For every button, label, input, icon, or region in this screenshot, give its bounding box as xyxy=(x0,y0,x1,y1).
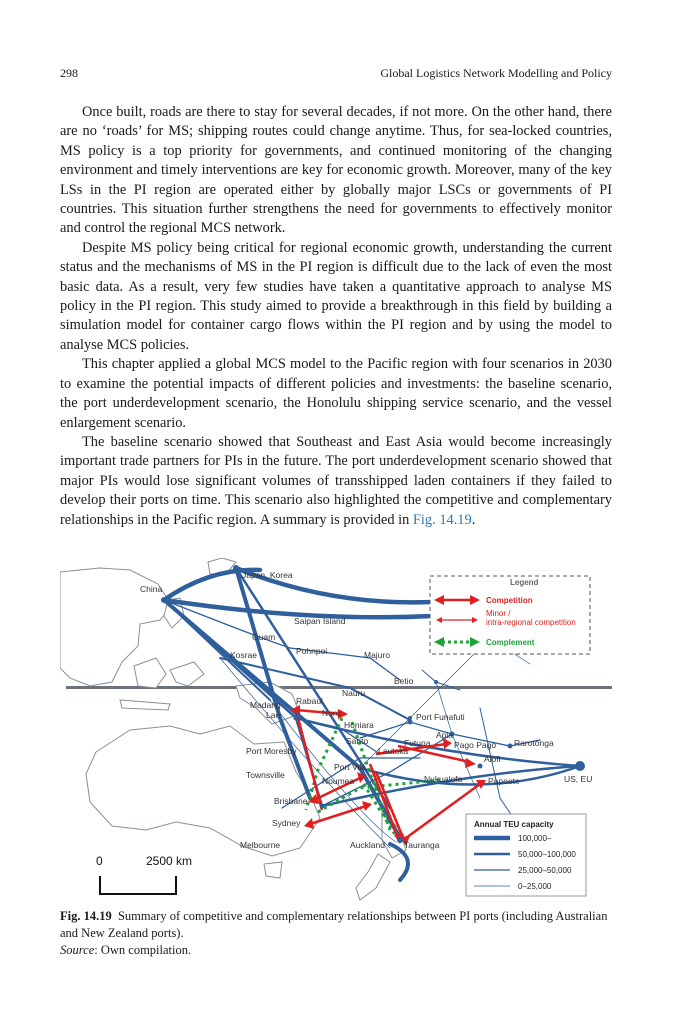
label-tauranga: Tauranga xyxy=(404,840,440,850)
indonesia-landmass xyxy=(170,662,204,686)
legend-title: Legend xyxy=(510,578,539,587)
scale-line xyxy=(100,876,176,894)
port-marker xyxy=(320,804,325,809)
capacity-label-25k: 25,000–50,000 xyxy=(518,866,572,875)
port-marker xyxy=(161,597,167,603)
label-pago-pago: Pago Pago xyxy=(454,740,497,750)
java-landmass xyxy=(120,700,170,710)
caption-source xyxy=(60,942,612,959)
label-sydney: Sydney xyxy=(272,818,301,828)
label-guam: Guam xyxy=(252,632,276,642)
label-alofi: Alofi xyxy=(484,754,501,764)
label-noumea: Noumea xyxy=(322,776,355,786)
label-honiara: Honiara xyxy=(344,720,374,730)
new-zealand-south-landmass xyxy=(356,854,390,900)
label-betio: Betio xyxy=(394,676,414,686)
legend-complement-label: Complement xyxy=(486,638,535,647)
paragraph: This chapter applied a global MCS model to the Pacific region with four scenarios in 2030 to examine the potential impacts of different policies and investments: the baseline scenario, the port underdevelopment scenario, the Honolulu shipping service scenario, and the vessel enlargement scenario. xyxy=(60,356,612,431)
paragraph: Once built, roads are there to stay for several decades, if not more. On the other hand, there are no ‘roads’ for MS; shipping routes could change anytime. Thus, for sea-locked countries, MS policy is a top priority for governments, and continued monitoring of the changing environment and timely interventions are key for economic growth. Moreover, many of the key LSs in the PI region are operated either by globally major LSCs or governments of PI countries. This situation further strengthens the need for governments to effectively monitor and control the regional MCS network. xyxy=(60,104,612,237)
capacity-label-0: 0–25,000 xyxy=(518,882,552,891)
label-apia: Apia xyxy=(436,730,454,740)
port-marker xyxy=(408,716,412,720)
label-lautoka: Lautoka xyxy=(378,746,409,756)
label-port-vila: Port Vila xyxy=(334,762,366,772)
paragraph-text: The baseline scenario showed that Southeast and East Asia would become increasingly important trade partners for PIs in the future. The port underdevelopment scenario showed that major PIs would lose significant volumes of transshipped laden containers if they failed to develop their ports on time. This scenario also highlighted the competitive and complementary relationships in the Pacific region. A summary is provided in xyxy=(60,433,612,528)
borneo-landmass xyxy=(134,658,166,688)
label-noro: Noro xyxy=(322,708,341,718)
legend-competition-label: Competition xyxy=(486,596,533,605)
port-marker xyxy=(408,720,413,725)
label-majuro: Majuro xyxy=(364,650,390,660)
label-rabaul: Rabaul xyxy=(296,696,323,706)
capacity-label-100k: 100,000– xyxy=(518,834,552,843)
route-map xyxy=(60,558,612,903)
source-label: Source xyxy=(60,943,95,957)
route-map-figure xyxy=(60,558,612,903)
scale-bar xyxy=(96,854,192,894)
tasmania-landmass xyxy=(264,862,282,878)
paragraph-tail: . xyxy=(471,511,476,528)
label-china: China xyxy=(140,584,163,594)
port-marker xyxy=(434,680,438,684)
port-marker xyxy=(397,837,403,843)
route-light xyxy=(480,708,520,828)
label-pohnpei: Pohnpei xyxy=(296,646,328,656)
arrowhead xyxy=(362,801,372,811)
capacity-legend xyxy=(466,814,586,896)
label-saipan: Saipan Island xyxy=(294,616,346,626)
scale-distance: 2500 km xyxy=(146,854,193,868)
caption-main xyxy=(60,908,612,942)
page-number: 298 xyxy=(60,66,78,80)
paragraph: Despite MS policy being critical for regional economic growth, understanding the current status and the mechanisms of MS in the PI region is difficult due to the lack of even the most basic data. As a result, very few studies have taken a quantitative approach to analyse MS policy in the PI region. This study aimed to provide a breakthrough in this field by building a simulation model for container cargo flows within the PI region and by using the model to analyse MCS policies. xyxy=(60,239,612,353)
label-madang: Madang xyxy=(250,700,281,710)
label-nauru: Nauru xyxy=(342,688,366,698)
label-japan-korea: Japan, Korea xyxy=(242,570,293,580)
scale-zero: 0 xyxy=(96,854,103,868)
paragraph xyxy=(60,433,612,530)
label-rarotonga: Rarotonga xyxy=(514,738,554,748)
port-marker xyxy=(575,761,585,771)
legend xyxy=(430,576,590,654)
port-marker xyxy=(233,565,239,571)
port-marker xyxy=(478,764,483,769)
label-nukualofa: Nukualofa xyxy=(424,774,463,784)
capacity-legend-title: Annual TEU capacity xyxy=(474,820,554,829)
label-us-eu: US, EU xyxy=(564,774,593,784)
label-port-funafuti: Port Funafuti xyxy=(416,712,465,722)
label-auckland: Auckland xyxy=(350,840,385,850)
label-futuna: Futuna xyxy=(404,738,431,748)
label-kosrae: Kosrae xyxy=(230,650,257,660)
label-papeete: Papeete xyxy=(488,776,520,786)
label-melbourne: Melbourne xyxy=(240,840,281,850)
label-townsville: Townsville xyxy=(246,770,285,780)
caption-label: Fig. 14.19 xyxy=(60,909,112,923)
port-marker xyxy=(294,716,299,721)
figure-reference-link[interactable]: Fig. 14.19 xyxy=(412,511,472,528)
source-text: : Own compilation. xyxy=(94,943,192,957)
body-text xyxy=(60,103,612,530)
figure-caption xyxy=(60,908,612,959)
caption-text: Summary of competitive and complementary relationships between PI ports (including Australian and New Zealand ports). xyxy=(60,909,608,940)
label-port-moresby: Port Moresby xyxy=(246,746,297,756)
port-marker xyxy=(508,744,513,749)
arrowhead xyxy=(465,758,476,768)
label-lae: Lae xyxy=(266,710,281,720)
capacity-label-50k: 50,000–100,000 xyxy=(518,850,576,859)
running-title: Global Logistics Network Modelling and Policy xyxy=(380,66,612,80)
label-santo: Santo xyxy=(346,736,369,746)
running-header xyxy=(60,66,612,84)
label-brisbane: Brisbane xyxy=(274,796,308,806)
legend-minor-label: Minor / intra-regional competition xyxy=(486,609,576,627)
